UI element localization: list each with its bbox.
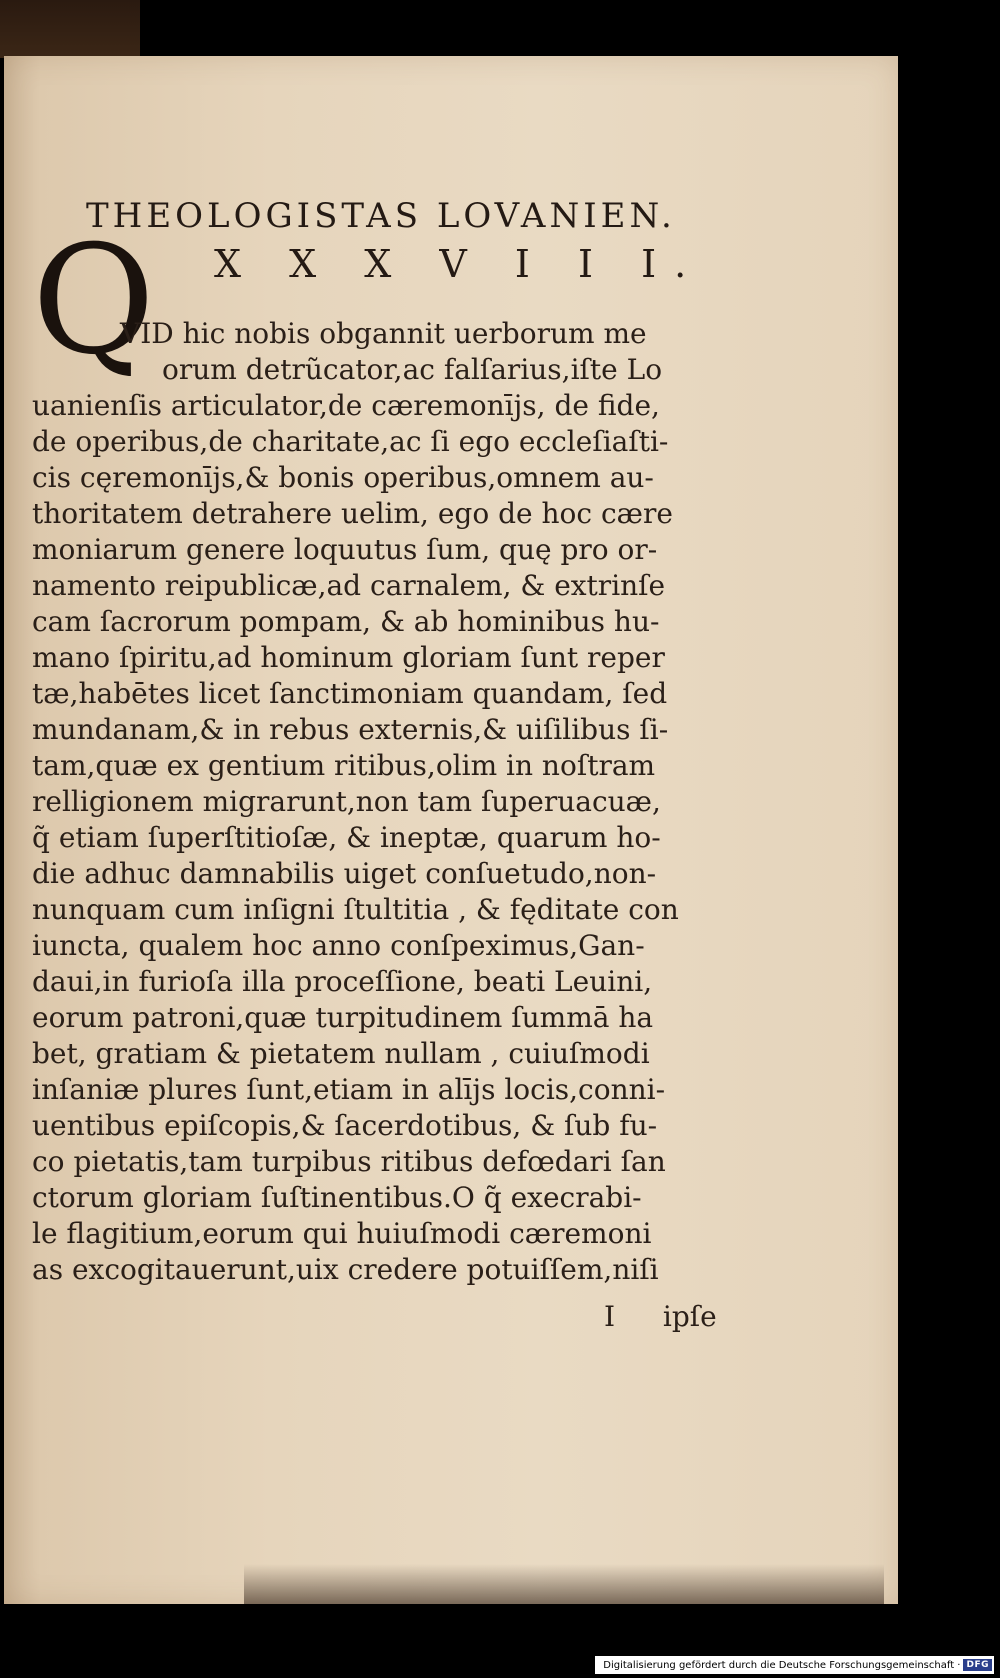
text-line: orum detrũcator,ac falſarius,iſte Lo	[162, 353, 663, 386]
text-line: cis cęremonījs,& bonis operibus,omnem au-	[32, 461, 654, 494]
text-line: de operibus,de charitate,ac ſi ego eccleſiaſti-	[32, 425, 669, 458]
text-line: co pietatis,tam turpibus ritibus defœdari ſan	[32, 1145, 666, 1178]
text-line: ctorum gloriam ſuſtinentibus.O q̃ execrabi-	[32, 1181, 642, 1214]
text-line: le flagitium,eorum qui huiuſmodi cæremoni	[32, 1217, 652, 1250]
text-line: eorum patroni,quæ turpitudinem ſummā ha	[32, 1001, 654, 1034]
text-line: q̃ etiam ſuperſtitioſæ, & ineptæ, quarum ho-	[32, 821, 661, 854]
digitization-credit	[595, 1656, 994, 1674]
text-line: relligionem migrarunt,non tam ſuperuacuæ,	[32, 785, 661, 818]
text-line: VID hic nobis obgannit uerborum me	[120, 317, 647, 350]
text-line: iuncta, qualem hoc anno conſpeximus,Gan-	[32, 929, 645, 962]
text-line: die adhuc damnabilis uiget conſuetudo,non-	[32, 857, 657, 890]
text-line: daui,in furioſa illa proceſſione, beati Leuini,	[32, 965, 653, 998]
text-line: bet, gratiam & pietatem nullam , cuiuſmodi	[32, 1037, 650, 1070]
text-line: uentibus epiſcopis,& ſacerdotibus, & ſub fu-	[32, 1109, 658, 1142]
book-page	[4, 56, 898, 1604]
text-line: mundanam,& in rebus externis,& uiſilibus ſi-	[32, 713, 669, 746]
text-line: tæ,habētes licet ſanctimoniam quandam, ſed	[32, 677, 668, 710]
text-line: namento reipublicæ,ad carnalem, & extrinſe	[32, 569, 666, 602]
signature-mark: I	[604, 1300, 616, 1333]
text-line: mano ſpiritu,ad hominum gloriam ſunt reper	[32, 641, 665, 674]
text-line: tam,quæ ex gentium ritibus,olim in noſtram	[32, 749, 656, 782]
text-line: inſaniæ plures ſunt,etiam in alījs locis,conni-	[32, 1073, 666, 1106]
page-edge-stain	[244, 1564, 884, 1604]
scan-background-edge	[0, 0, 140, 58]
text-line: cam ſacrorum pompam, & ab hominibus hu-	[32, 605, 660, 638]
drop-cap-initial: Q	[32, 214, 155, 388]
catchword: ipſe	[662, 1300, 717, 1333]
credit-text: Digitalisierung gefördert durch die Deutsche Forschungsgemeinschaft ·	[603, 1659, 961, 1671]
running-head: THEOLOGISTAS LOVANIEN.	[86, 196, 676, 236]
text-line: uanienſis articulator,de cæremonījs, de fide,	[32, 389, 660, 422]
text-line: nunquam cum inſigni ſtultitia , & fęditate con	[32, 893, 679, 926]
dfg-logo: DFG	[963, 1659, 992, 1671]
text-line: as excogitauerunt,uix credere potuiſſem,niſi	[32, 1253, 659, 1286]
text-line: thoritatem detrahere uelim, ego de hoc cære	[32, 497, 673, 530]
signature-catchword-line	[604, 1300, 724, 1333]
chapter-number: X X X V I I I.	[214, 242, 705, 286]
text-line: moniarum genere loquutus ſum, quę pro or-	[32, 533, 658, 566]
